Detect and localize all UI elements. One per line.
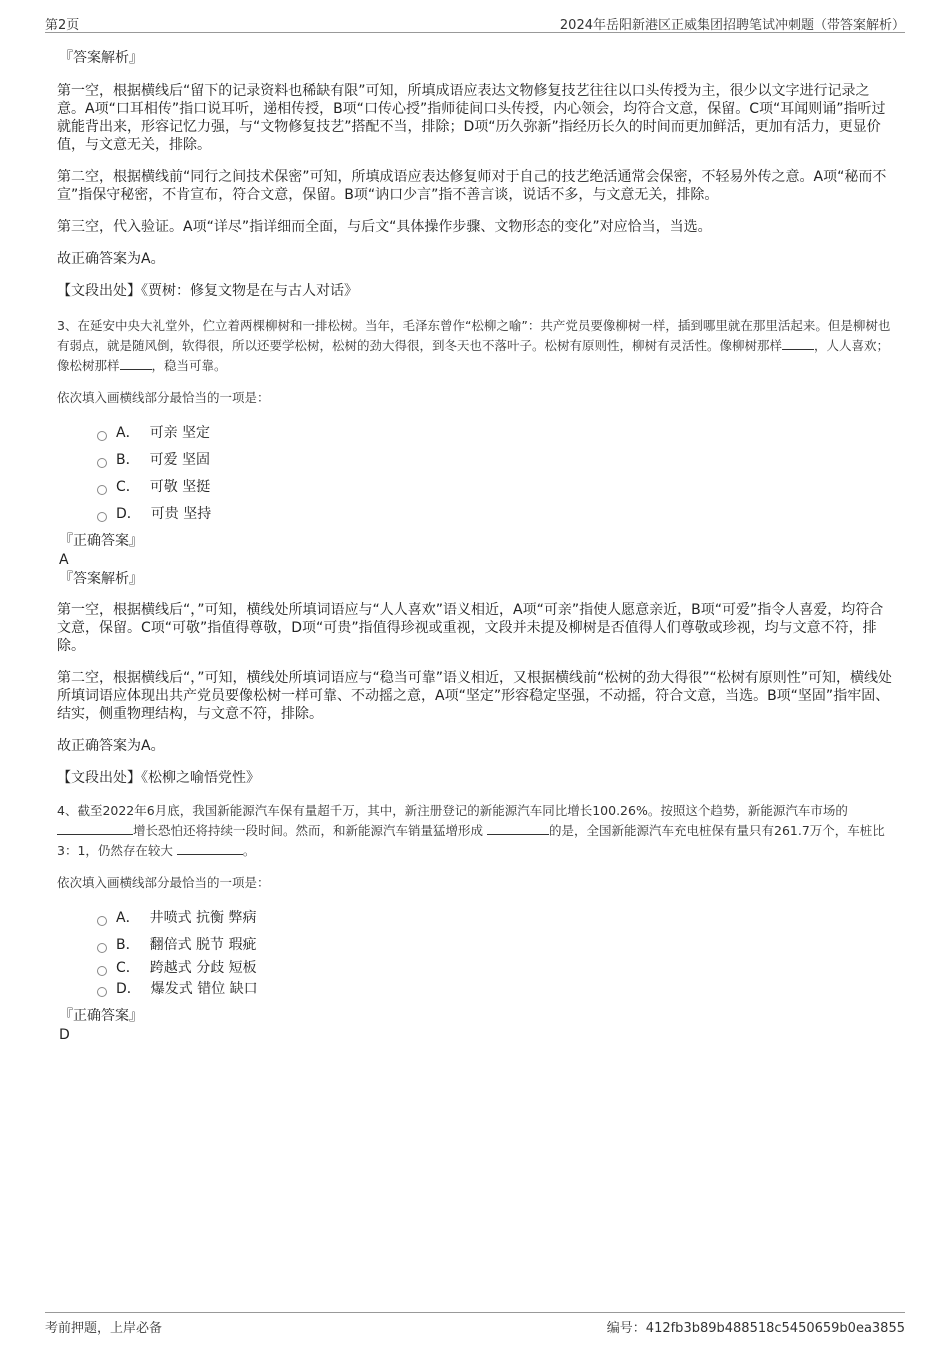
q4-stem: 4、截至2022年6月底，我国新能源汽车保有量超千万，其中，新注册登记的新能源汽车同比增长100.26%。按照这个趋势，新能源汽车市场的增长恐怕还将持续一段时间。然而，和新能源汽车销量猛增形成 的是，全国新能源汽车充电桩保有量只有261.7万个，车桩比3：1，仍然存在较大 。 (57, 803, 885, 858)
page-footer (45, 1312, 905, 1337)
q4-option-c[interactable]: C． 跨越式 分歧 短板 (97, 958, 893, 978)
q2-analysis-label: 『答案解析』 (59, 50, 143, 66)
q4-instruction: 依次填入画横线部分最恰当的一项是： (57, 875, 270, 890)
radio-icon[interactable] (97, 458, 107, 468)
blank-2 (487, 821, 549, 835)
document-body (57, 44, 893, 1044)
q3-options (97, 419, 893, 527)
radio-icon[interactable] (97, 431, 107, 441)
page-header (45, 12, 905, 33)
q4-option-b[interactable]: B． 翻倍式 脱节 瑕疵 (97, 931, 893, 958)
q4-correct-label: 『正确答案』 (59, 1008, 143, 1024)
q3-option-d[interactable]: D． 可贵 坚持 (97, 500, 893, 527)
q2-source: 【文段出处】《贾树：修复文物是在与古人对话》 (57, 283, 358, 299)
radio-icon[interactable] (97, 943, 107, 953)
q3-correct-answer: A (59, 552, 69, 568)
q3-option-b[interactable]: B． 可爱 坚固 (97, 446, 893, 473)
q3-option-c[interactable]: C． 可敬 坚挺 (97, 473, 893, 500)
q3-analysis-label: 『答案解析』 (59, 571, 143, 587)
q4-options (97, 904, 893, 1000)
blank-2 (120, 356, 152, 370)
q3-analysis-p2: 第二空，根据横线后“，”可知，横线处所填词语应与“稳当可靠”语义相近，又根据横线前“松树的劲大得很”“松树有原则性”可知，横线处所填词语应体现出共产党员要像松树一样可靠、不动摇之意，A项“坚定”形容稳定坚强，不动摇，符合文意，当选。B项“坚固”指牢固、结实，侧重物理结构，与文意不符，排除。 (57, 670, 893, 722)
radio-icon[interactable] (97, 916, 107, 926)
radio-icon[interactable] (97, 987, 107, 997)
blank-1 (57, 821, 133, 835)
q3-analysis-p1: 第一空，根据横线后“，”可知，横线处所填词语应与“人人喜欢”语义相近，A项“可亲”指使人愿意亲近，B项“可爱”指令人喜爱，均符合文意，保留。C项“可敬”指值得尊敬，D项“可贵”指值得珍视或重视，文段并未提及柳树是否值得人们尊敬或珍视，均与文意不符，排除。 (57, 602, 884, 654)
document-title: 2024年岳阳新港区正威集团招聘笔试冲刺题（带答案解析） (559, 18, 905, 33)
blank-3 (177, 841, 243, 855)
q4-option-d[interactable]: D． 爆发式 错位 缺口 (97, 978, 893, 1000)
q2-analysis-p1: 第一空，根据横线后“留下的记录资料也稀缺有限”可知，所填成语应表达文物修复技艺往往以口头传授为主，很少以文字进行记录之意。A项“口耳相传”指口说耳听，递相传授，B项“口传心授”指师徒间口头传授，内心领会，均符合文意，保留。C项“耳闻则诵”指听过就能背出来，形容记忆力强，与“文物修复技艺”搭配不当，排除；D项“历久弥新”指经历长久的时间而更加鲜活，更加有活力，更显价值，与文意无关，排除。 (57, 83, 886, 153)
radio-icon[interactable] (97, 512, 107, 522)
q2-analysis-p3: 第三空，代入验证。A项“详尽”指详细而全面，与后文“具体操作步骤、文物形态的变化”对应恰当，当选。 (57, 219, 712, 235)
q4-correct-answer: D (59, 1027, 70, 1043)
q3-instruction: 依次填入画横线部分最恰当的一项是： (57, 390, 270, 405)
blank-1 (782, 336, 814, 350)
q3-source: 【文段出处】《松柳之喻悟党性》 (57, 770, 260, 786)
q2-conclusion: 故正确答案为A。 (57, 251, 165, 267)
radio-icon[interactable] (97, 485, 107, 495)
q3-correct-label: 『正确答案』 (59, 533, 143, 549)
document-id: 编号：412fb3b89b488518c5450659b0ea3855 (606, 1321, 905, 1336)
q2-analysis-p2: 第二空，根据横线前“同行之间技术保密”可知，所填成语应表达修复师对于自己的技艺绝活通常会保密，不轻易外传之意。A项“秘而不宣”指保守秘密，不肯宣布，符合文意，保留。B项“讷口少言”指不善言谈，说话不多，与文意无关，排除。 (57, 169, 887, 203)
q4-option-a[interactable]: A． 井喷式 抗衡 弊病 (97, 904, 893, 931)
page-number: 第2页 (45, 18, 80, 33)
q3-option-a[interactable]: A． 可亲 坚定 (97, 419, 893, 446)
radio-icon[interactable] (97, 966, 107, 976)
q3-stem: 3、在延安中央大礼堂外，伫立着两棵柳树和一排松树。当年，毛泽东曾作“松柳之喻”：共产党员要像柳树一样，插到哪里就在那里活起来。但是柳树也有弱点，就是随风倒，软得很，所以还要学松树，松树的劲大得很，到冬天也不落叶子。松树有原则性，柳树有灵活性。像柳树那样 ，人人喜欢；像松树那样 ，稳当可靠。 (57, 318, 891, 373)
q3-conclusion: 故正确答案为A。 (57, 738, 165, 754)
footer-slogan: 考前押题，上岸必备 (45, 1321, 163, 1336)
